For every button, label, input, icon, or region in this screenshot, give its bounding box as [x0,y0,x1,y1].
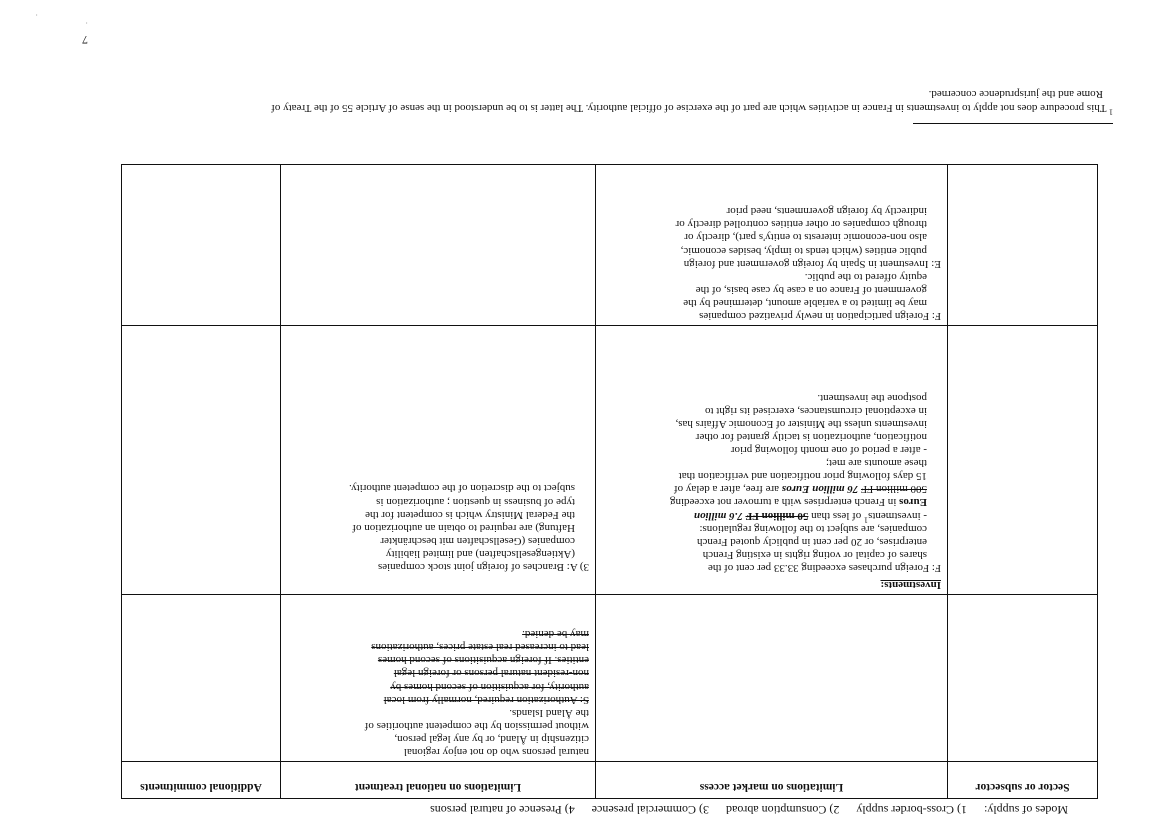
deleted-amount: 500 million FF [860,483,927,496]
mode-1: 1) Cross-border supply [856,803,967,817]
text-span: of less than [808,509,865,522]
header-national-treatment: Limitations on national treatment [281,762,596,799]
cell-additional [122,165,281,326]
header-market-access: Limitations on market access [596,762,948,799]
text-line: companies, are subject to the following regulations: [699,522,927,535]
cell-market-access [596,165,948,326]
text-line: through companies or other entities controlled directly or [675,218,927,231]
text-span: are free, after a delay of [674,483,782,496]
text-line: (Aktiengesellschaften) and limited liability [385,547,575,560]
text-span: in French enterprises with a turnover not exceeding [669,496,900,509]
header-row [122,762,1098,799]
text-line: type of business in question ; authorization is [376,495,575,508]
deleted-amount: 50 million FF [745,509,809,522]
cell-national-treatment [281,326,596,595]
text-line: the Åland Islands. [509,706,589,719]
cell-market-access [596,595,948,762]
schedule-table [121,164,1098,799]
text-line: natural persons who do not enjoy regional [403,746,589,758]
footnote-ref: 1 [864,515,869,525]
deleted-text-line: may be denied. [522,628,589,641]
text-line: citizenship in Åland, or by any legal person, [394,732,589,745]
text-line [602,482,941,495]
text-line [602,495,941,508]
table-row [122,326,1098,595]
deleted-text-line: non-resident natural persons or foreign legal [393,667,589,680]
text-line: also non-economic interests to entity's part), directly or [684,231,927,244]
text-line: Haftung) are required to obtain an authorization of [352,521,575,534]
text-line: public entities (which tends to imply, besides economic, [680,244,927,257]
text-line: 15 days following prior notification and verification that [678,470,927,483]
footnote-separator [913,123,1113,124]
text-line: in exceptional circumstances, exercised its right to [704,404,927,417]
text-line: may be limited to a variable amount, determined by the [683,296,927,309]
text-line: government of France on a case by case basis, of the [695,283,927,296]
mode-2: 2) Consumption abroad [726,803,840,817]
inserted-amount: Euros [899,496,927,509]
cell-sector [948,595,1098,762]
text-line: equity offered to the public. [804,270,927,283]
cell-national-treatment [281,595,596,762]
table-row [122,165,1098,326]
text-line: companies (Gesellschaften mit beschränkter [380,534,575,547]
modes-of-supply-line [68,803,1068,817]
text-line: postpone the investment. [817,391,927,404]
cell-additional [122,595,281,762]
text-span: - investments [868,509,927,522]
text-line: F: Foreign purchases exceeding 33.33 per cent of the [707,561,941,574]
cell-market-access [596,326,948,595]
text-line: enterprises, or 20 per cent in publicly quoted French [696,535,927,548]
text-line: E: Investment in Spain by foreign government and foreign [683,257,941,270]
text-line: notification, authorization is tacitly granted for other [695,430,927,443]
text-line: subject to the discretion of the competent authority. [349,482,575,495]
page-number: 7 [82,33,88,47]
mode-4: 4) Presence of natural persons [430,803,575,817]
scan-speck: · [85,18,88,27]
text-line [602,508,941,525]
scan-speck: · [35,10,38,19]
text-line: without permission by the competent authorities of [364,719,589,732]
text-line: the Federal Ministry which is competent for the [365,508,575,521]
text-line: investments unless the Minister of Economic Affairs has, [675,417,927,430]
table-row [122,595,1098,762]
deleted-text-line: authority, for acquisition of second homes by [390,680,589,693]
investments-heading: Investments: [880,579,941,591]
inserted-amount: 76 million Euros [781,483,861,496]
inserted-amount: 7.6 million [693,509,746,522]
text-line: these amounts are met; [825,457,927,470]
footnote-text: Rome and the jurisprudence concerned. [928,88,1103,100]
text-line: indirectly by foreign governments, need prior [726,205,927,218]
footnote-number: 1 [1109,107,1113,117]
text-line: - after a period of one month following prior [730,444,927,457]
deleted-text-line: entities. If foreign acquisitions of second homes [377,654,589,667]
footnote-text: This procedure does not apply to investments in France in activities which are part of the exercise of official authority. The latter is to be understood in the sense of Article 55 of the Treaty of [271,102,1107,114]
cell-national-treatment [281,165,596,326]
header-sector: Sector or subsector [948,762,1098,799]
cell-additional [122,326,281,595]
footnote [83,87,1113,115]
cell-sector [948,326,1098,595]
text-line: F: Foreign participation in newly privatized companies [699,310,941,322]
text-line: shares of capital or voting rights in existing French [702,548,927,561]
cell-sector [948,165,1098,326]
modes-label: Modes of supply: [984,803,1068,817]
deleted-text-line: S: Authorization required, normally from local [383,693,589,706]
deleted-text-line: lead to increased real estate prices, authorizations [371,641,589,654]
header-additional-commitments: Additional commitments [122,762,281,799]
mode-3: 3) Commercial presence [591,803,710,817]
text-line: 3) A: Branches of foreign joint stock companies [377,561,589,573]
